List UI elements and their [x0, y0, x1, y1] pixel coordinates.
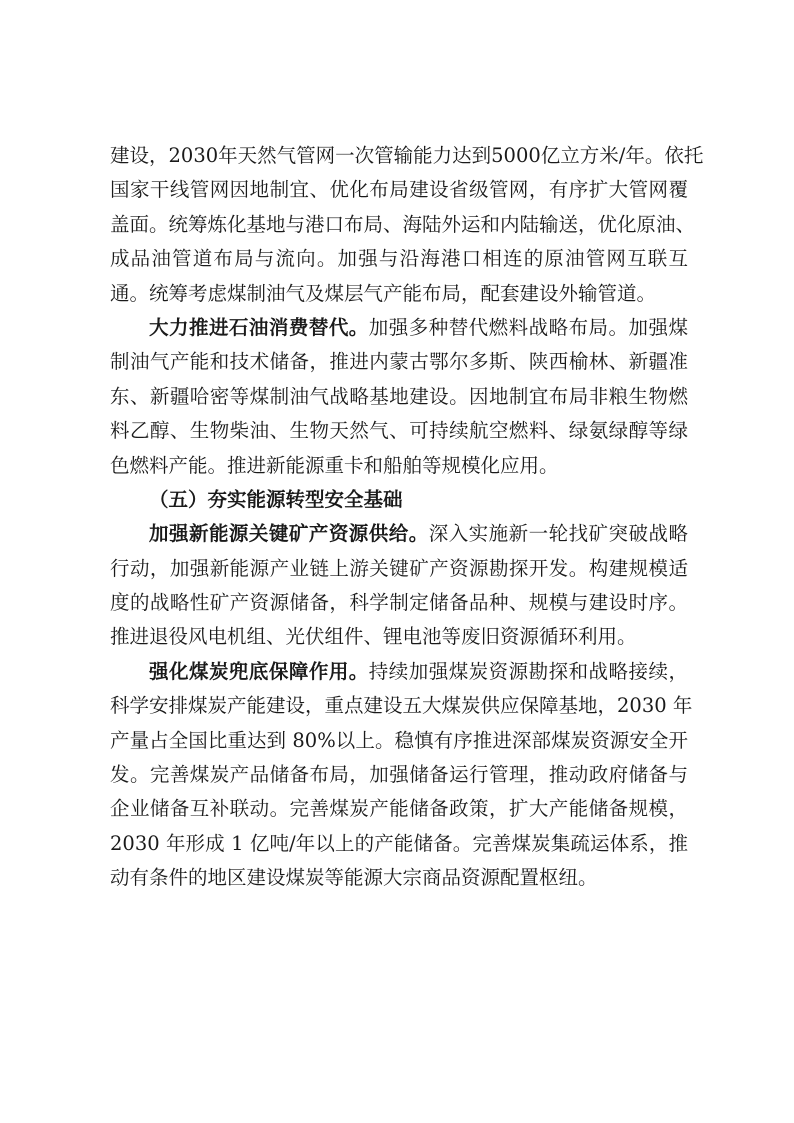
text-line: 发。完善煤炭产品储备布局，加强储备运行管理，推动政府储备与: [110, 763, 688, 787]
text-line: 动有条件的地区建设煤炭等能源大宗商品资源配置枢纽。: [110, 866, 598, 890]
text-line: 行动，加强新能源产业链上游关键矿产资源勘探开发。构建规模适: [110, 556, 688, 580]
text-line: 度的战略性矿产资源储备，科学制定储备品种、规模与建设时序。: [110, 591, 688, 615]
text-line: 制油气产能和技术储备，推进内蒙古鄂尔多斯、陕西榆林、新疆准: [110, 350, 688, 374]
paragraph-lead-in: 大力推进石油消费替代。: [149, 315, 369, 339]
text-line: 通。统筹考虑煤制油气及煤层气产能布局，配套建设外输管道。: [110, 281, 657, 305]
document-body: [110, 139, 704, 896]
text-line: 东、新疆哈密等煤制油气战略基地建设。因地制宜布局非粮生物燃: [110, 384, 688, 408]
text-line: 料乙醇、生物柴油、生物天然气、可持续航空燃料、绿氨绿醇等绿: [110, 419, 688, 443]
paragraph-first-line: [110, 311, 688, 345]
paragraph-lead-in: 加强新能源关键矿产资源供给。: [149, 522, 429, 546]
text-line: 推进退役风电机组、光伏组件、锂电池等废旧资源循环利用。: [110, 625, 637, 649]
text-line: 科学安排煤炭产能建设，重点建设五大煤炭供应保障基地，2030 年: [110, 694, 693, 718]
text-line: 建设，2030年天然气管网一次管输能力达到5000亿立方米/年。依托: [110, 144, 704, 167]
paragraph-first-line: [110, 655, 688, 689]
text-run: 加强多种替代燃料战略布局。加强煤: [368, 315, 688, 339]
paragraph-lead-in: 强化煤炭兜底保障作用。: [149, 659, 369, 683]
text-run: 持续加强煤炭资源勘探和战略接续，: [368, 659, 688, 683]
text-line: 产量占全国比重达到 80%以上。稳慎有序推进深部煤炭资源安全开: [110, 728, 688, 752]
text-line: 国家干线管网因地制宜、优化布局建设省级管网，有序扩大管网覆: [110, 178, 688, 202]
text-run: 深入实施新一轮找矿突破战略: [428, 522, 688, 546]
section-heading: （五）夯实能源转型安全基础: [149, 487, 403, 511]
text-line: 成品油管道布局与流向。加强与沿海港口相连的原油管网互联互: [110, 247, 688, 271]
text-line: 2030 年形成 1 亿吨/年以上的产能储备。完善煤炭集疏运体系，推: [110, 831, 688, 855]
paragraph-first-line: [110, 517, 688, 551]
text-line: 盖面。统筹炼化基地与港口布局、海陆外运和内陆输送，优化原油、: [110, 212, 696, 236]
text-line: 企业储备互补联动。完善煤炭产能储备政策，扩大产能储备规模，: [110, 797, 688, 821]
text-line: 色燃料产能。推进新能源重卡和船舶等规模化应用。: [110, 453, 559, 477]
